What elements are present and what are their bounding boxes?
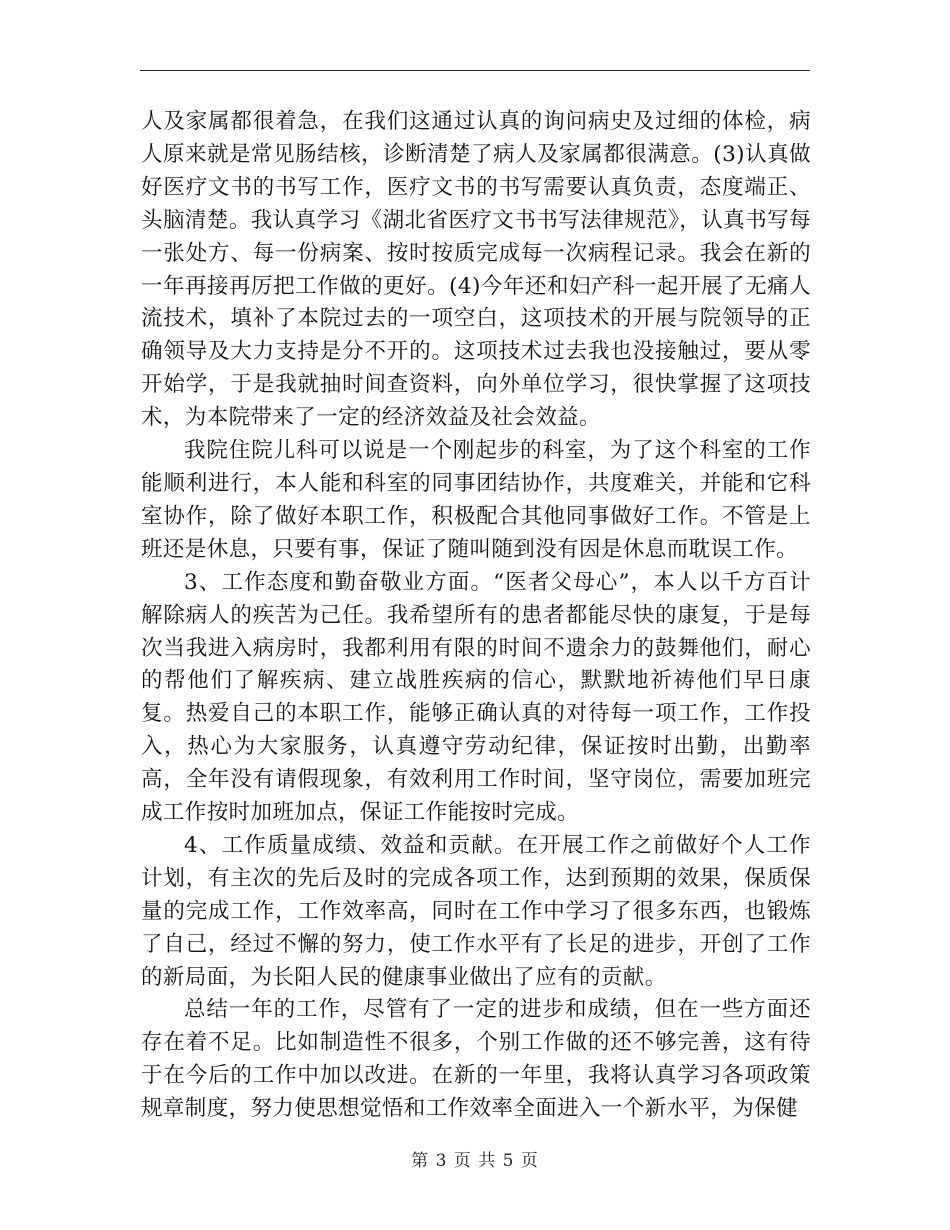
paragraph-year-summary: 总结一年的工作，尽管有了一定的进步和成绩，但在一些方面还存在着不足。比如制造性不很多，个别工作做的还不够完善，这有待于在今后的工作中加以改进。在新的一年里，我将认真学习各项政策规章制度，努力使思想觉悟和工作效率全面进入一个新水平，为保健 [141, 997, 811, 1122]
paragraph-work-quality: 4、工作质量成绩、效益和贡献。在开展工作之前做好个人工作计划，有主次的先后及时的完成各项工作，达到预期的效果，保质保量的完成工作，工作效率高，同时在工作中学习了很多东西，也锻炼了自己，经过不懈的努力，使工作水平有了长足的进步，开创了工作的新局面，为长阳人民的健康事业做出了应有的贡献。 [141, 832, 811, 990]
paragraph-work-attitude: 3、工作态度和勤奋敬业方面。“医者父母心”，本人以千方百计解除病人的疾苦为己任。我希望所有的患者都能尽快的康复，于是每次当我进入病房时，我都利用有限的时间不遗余力的鼓舞他们，耐心的帮他们了解疾病、建立战胜疾病的信心，默默地祈祷他们早日康复。热爱自己的本职工作，能够正确认真的对待每一项工作，工作投入，热心为大家服务，认真遵守劳动纪律，保证按时出勤，出勤率高，全年没有请假现象，有效利用工作时间，坚守岗位，需要加班完成工作按时加班加点，保证工作能按时完成。 [141, 569, 811, 826]
paragraph-pediatrics-teamwork: 我院住院儿科可以说是一个刚起步的科室，为了这个科室的工作能顺利进行，本人能和科室的同事团结协作，共度难关，并能和它科室协作，除了做好本职工作，积极配合其他同事做好工作。不管是上班还是休息，只要有事，保证了随叫随到没有因是休息而耽误工作。 [141, 438, 811, 562]
header-rule [140, 70, 810, 71]
paragraph-continuation: 人及家属都很着急，在我们这通过认真的询问病史及过细的体检，病人原来就是常见肠结核，诊断清楚了病人及家属都很满意。(3)认真做好医疗文书的书写工作，医疗文书的书写需要认真负责，态度端正、头脑清楚。我认真学习《湖北省医疗文书书写法律规范》，认真书写每一张处方、每一份病案、按时按质完成每一次病程记录。我会在新的一年再接再厉把工作做的更好。(4)今年还和妇产科一起开展了无痛人流技术，填补了本院过去的一项空白，这项技术的开展与院领导的正确领导及大力支持是分不开的。这项技术过去我也没接触过，要从零开始学，于是我就抽时间查资料，向外单位学习，很快掌握了这项技术，为本院带来了一定的经济效益及社会效益。 [141, 109, 811, 431]
document-body [141, 106, 811, 1126]
page-number-footer: 第 3 页 共 5 页 [411, 1151, 539, 1171]
